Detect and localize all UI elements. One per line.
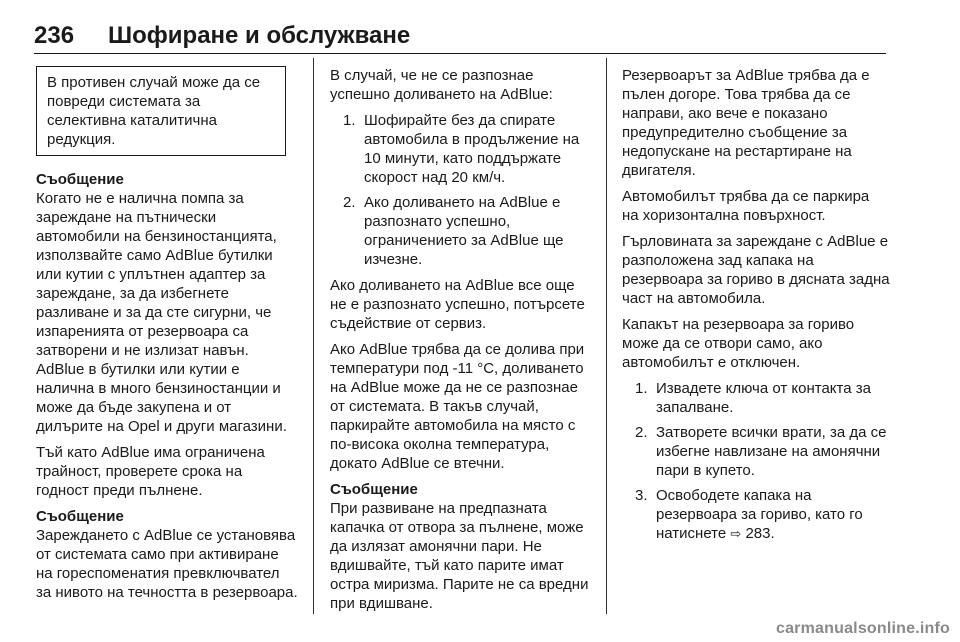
paragraph: Ако AdBlue трябва да се долива при температури под -11 °C, доливането на AdBlue може да не се разпознае от системата. В такъв случай, паркирайте автомобила на място с по-висока околна температура, докато AdBlue се втечни. bbox=[330, 341, 585, 472]
step-text: Освободете капака на резервоара за гориво, като го натиснете bbox=[656, 487, 863, 542]
paragraph: В случай, че не се разпознае успешно доливането на AdBlue: bbox=[330, 67, 553, 103]
column-3 bbox=[622, 66, 890, 551]
page-header bbox=[34, 22, 886, 54]
message-text: Зареждането с AdBlue се установява от системата само при активиране на гореспоменатия превключвател за нивото на течността в резервоара. bbox=[36, 527, 298, 601]
message-heading: Съобщение bbox=[330, 481, 418, 498]
step-number: 3. bbox=[635, 487, 648, 504]
column-1 bbox=[36, 66, 298, 609]
step-text: Шофирайте без да спирате автомобила в продължение на 10 минути, като поддържате скорост над 20 км/ч. bbox=[364, 112, 580, 186]
list-item bbox=[330, 193, 595, 269]
column-divider-1 bbox=[313, 58, 314, 614]
page-reference-link[interactable]: 283. bbox=[745, 525, 775, 542]
list-item bbox=[330, 111, 595, 187]
step-text: Извадете ключа от контакта за запалване. bbox=[656, 380, 871, 416]
step-number: 2. bbox=[343, 194, 356, 211]
list-item bbox=[622, 486, 890, 544]
watermark: carmanualsonline.info bbox=[775, 620, 950, 637]
paragraph: Капакът на резервоара за гориво може да се отвори само, ако автомобилът е отключен. bbox=[622, 316, 855, 371]
column-divider-2 bbox=[606, 58, 607, 614]
step-number: 1. bbox=[343, 112, 356, 129]
steps-list bbox=[622, 379, 890, 544]
step-text: Ако доливането на AdBlue е разпознато успешно, ограничението за AdBlue ще изчезне. bbox=[364, 194, 564, 268]
page-number: 236 bbox=[34, 22, 75, 49]
steps-list bbox=[330, 111, 595, 269]
paragraph: Резервоарът за AdBlue трябва да е пълен догоре. Това трябва да се направи, ако вече е показано предупредително съобщение за недопускане на рестартиране на двигателя. bbox=[622, 67, 870, 179]
paragraph: Тъй като AdBlue има ограничена трайност, проверете срока на годност преди пълнене. bbox=[36, 444, 265, 499]
header-rule bbox=[34, 53, 886, 54]
step-number: 1. bbox=[635, 380, 648, 397]
chapter-title: Шофиране и обслужване bbox=[108, 22, 411, 49]
list-item bbox=[622, 379, 890, 417]
list-item bbox=[622, 423, 890, 480]
paragraph: Гърловината за зареждане с AdBlue е разположена зад капака на резервоара за гориво в дясната задна част на автомобила. bbox=[622, 233, 890, 307]
warning-note-box bbox=[36, 66, 286, 156]
warning-note-text: В противен случай може да се повреди системата за селективна каталитична редукция. bbox=[47, 74, 261, 148]
paragraph: Ако доливането на AdBlue все още не е разпознато успешно, потърсете съдействие от сервиз. bbox=[330, 277, 585, 332]
message-heading: Съобщение bbox=[36, 171, 124, 188]
paragraph: Автомобилът трябва да се паркира на хоризонтална повърхност. bbox=[622, 188, 870, 224]
column-2 bbox=[330, 66, 595, 620]
message-text: Когато не е налична помпа за зареждане на пътнически автомобили на бензиностанцията, използвайте само AdBlue бутилки или кутии с уплътнен адаптер за зареждане, за да избегнете разливане и за да сте сигурни, че изпаренията от резервоара са затворени и не излизат навън. AdBlue в бутилки или кутии е налична в много бензиностанции и може да бъде закупена и от дилърите на Opel и други магазини. bbox=[36, 190, 287, 435]
step-text: Затворете всички врати, за да се избегне навлизане на амонячни пари в купето. bbox=[656, 424, 887, 479]
page-reference-arrow-icon: ⇨ bbox=[730, 527, 742, 542]
step-number: 2. bbox=[635, 424, 648, 441]
message-text: При развиване на предпазната капачка от отвора за пълнене, може да излязат амонячни пари. Не вдишвайте, тъй като парите имат остра миризма. Парите не са вредни при вдишване. bbox=[330, 500, 589, 612]
message-heading: Съобщение bbox=[36, 508, 124, 525]
